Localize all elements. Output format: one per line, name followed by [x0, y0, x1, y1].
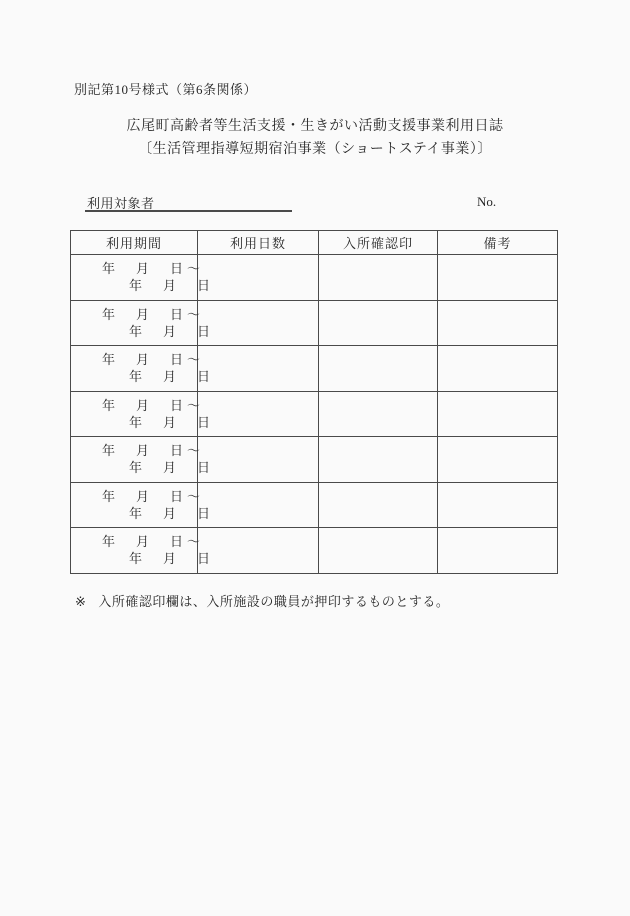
remarks-cell[interactable]: [438, 528, 558, 574]
days-cell[interactable]: [198, 482, 319, 528]
confirmation-seal-cell[interactable]: [319, 346, 438, 392]
days-cell[interactable]: [198, 346, 319, 392]
header-usage-days: 利用日数: [198, 231, 319, 255]
confirmation-seal-cell[interactable]: [319, 528, 438, 574]
period-cell[interactable]: [71, 391, 215, 437]
remarks-cell[interactable]: [438, 346, 558, 392]
table-row: [71, 255, 558, 301]
remarks-cell[interactable]: [438, 255, 558, 301]
header-admission-seal: 入所確認印: [319, 231, 438, 255]
table-row: [71, 391, 558, 437]
remarks-cell[interactable]: [438, 482, 558, 528]
days-cell[interactable]: [198, 255, 319, 301]
period-cell[interactable]: [71, 437, 215, 483]
period-cell[interactable]: [71, 255, 215, 301]
header-usage-period: 利用期間: [71, 231, 198, 255]
days-cell[interactable]: [198, 300, 319, 346]
days-cell[interactable]: [198, 437, 319, 483]
period-start-line: 年 月 日～: [102, 488, 205, 504]
remarks-cell[interactable]: [438, 437, 558, 483]
days-cell[interactable]: [198, 528, 319, 574]
table-row: [71, 346, 558, 392]
period-start-line: 年 月 日～: [102, 352, 205, 368]
title-line-1: 広尾町高齢者等生活支援・生きがい活動支援事業利用日誌: [126, 119, 504, 134]
confirmation-seal-cell[interactable]: [319, 437, 438, 483]
confirmation-seal-cell[interactable]: [319, 391, 438, 437]
period-start-line: 年 月 日～: [102, 534, 205, 550]
confirmation-seal-cell[interactable]: [319, 255, 438, 301]
period-cell[interactable]: [71, 346, 215, 392]
period-start-line: 年 月 日～: [102, 306, 205, 322]
table-row: [71, 437, 558, 483]
period-end-line: 年 月 日: [129, 551, 215, 567]
header-remarks: 備考: [438, 231, 558, 255]
table-row: [71, 300, 558, 346]
subject-name-field[interactable]: [85, 193, 292, 212]
period-cell[interactable]: [71, 482, 215, 528]
period-end-line: 年 月 日: [129, 505, 215, 521]
remarks-cell[interactable]: [438, 300, 558, 346]
period-end-line: 年 月 日: [129, 414, 215, 430]
table-row: [71, 482, 558, 528]
subject-label: 利用対象者: [87, 196, 155, 211]
remarks-cell[interactable]: [438, 391, 558, 437]
period-end-line: 年 月 日: [129, 278, 215, 294]
confirmation-seal-cell[interactable]: [319, 300, 438, 346]
days-cell[interactable]: [198, 391, 319, 437]
confirmation-seal-cell[interactable]: [319, 482, 438, 528]
period-start-line: 年 月 日～: [102, 261, 205, 277]
note-text: 入所確認印欄は、入所施設の職員が押印するものとする。: [98, 594, 450, 609]
period-end-line: 年 月 日: [129, 369, 215, 385]
period-cell[interactable]: [71, 528, 215, 574]
period-end-line: 年 月 日: [129, 323, 215, 339]
form-number: 別記第10号様式（第6条関係）: [74, 82, 258, 97]
table-header-row: [71, 231, 558, 255]
period-cell[interactable]: [71, 300, 215, 346]
usage-table-body: [71, 255, 558, 574]
usage-table: [70, 230, 558, 574]
period-start-line: 年 月 日～: [102, 397, 205, 413]
title-line-2: 〔生活管理指導短期宿泊事業（ショートステイ事業）〕: [138, 142, 492, 157]
table-row: [71, 528, 558, 574]
footer-note: [75, 591, 449, 610]
document-title: [0, 115, 630, 161]
period-end-line: 年 月 日: [129, 460, 215, 476]
period-start-line: 年 月 日～: [102, 443, 205, 459]
note-marker: ※: [75, 594, 87, 609]
no-label: No.: [477, 194, 497, 209]
